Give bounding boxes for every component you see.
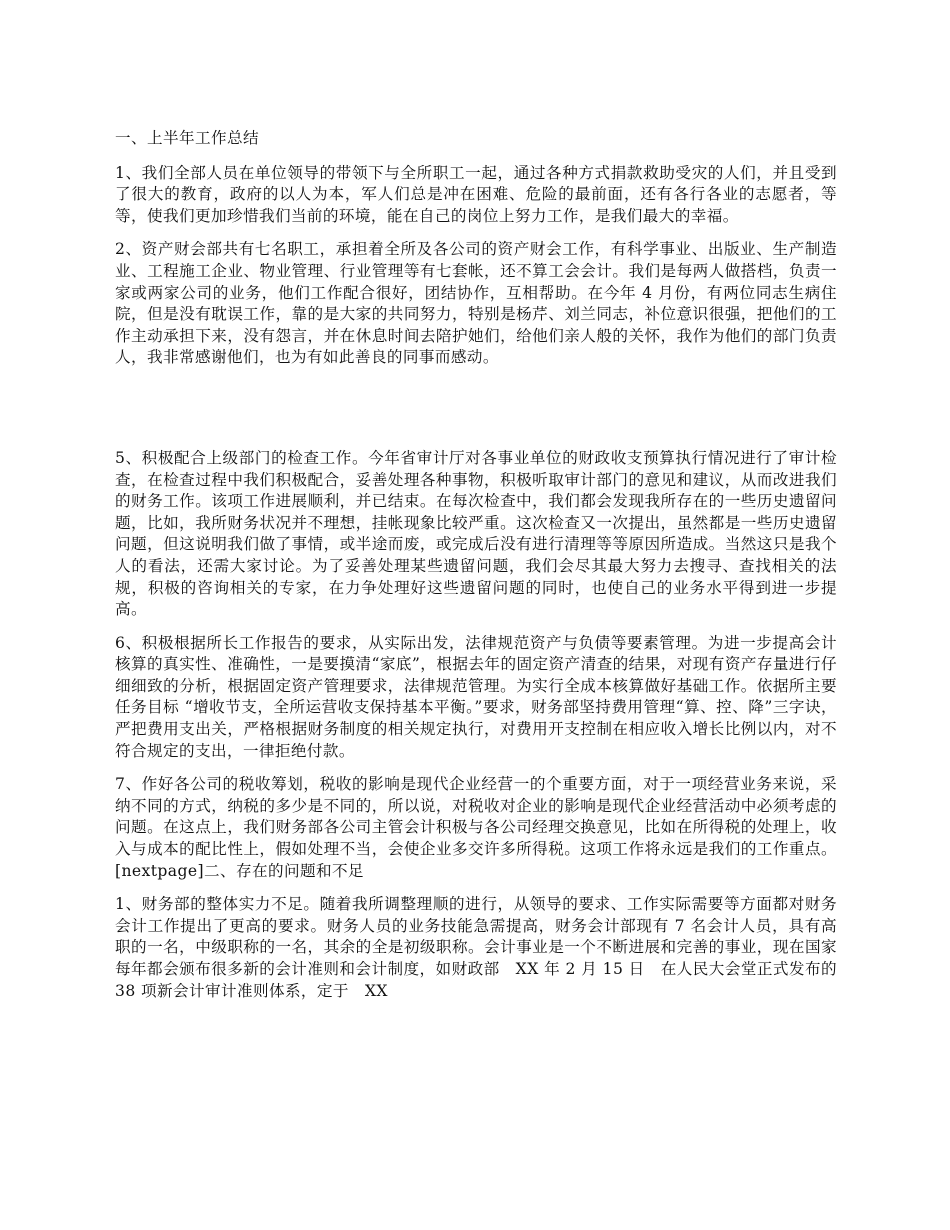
- paragraph-problems-1: 1、财务部的整体实力不足。随着我所调整理顺的进行，从领导的要求、工作实际需要等方面都对财务会计工作提出了更高的要求。财务人员的业务技能急需提高，财务会计部现有 7 名会计人员，具有高职的一名，中级职称的一名，其余的全是初级职称。会计事业是一个不断进展和完善的事业，现在国家每年都会颁布很多新的会计准则和会计制度，如财政部 XX 年 2 月 15 日 在人民大会堂正式发布的 38 项新会计审计准则体系，定于 XX: [115, 895, 837, 1000]
- section-heading: 一、上半年工作总结: [115, 129, 259, 147]
- paragraph-1: 1、我们全部人员在单位领导的带领下与全所职工一起，通过各种方式捐款救助受灾的人们，并且受到了很大的教育，政府的以人为本，军人们总是冲在困难、危险的最前面，还有各行各业的志愿者，等等，使我们更加珍惜我们当前的环境，能在自己的岗位上努力工作，是我们最大的幸福。: [115, 163, 837, 225]
- paragraph-2: 2、资产财会部共有七名职工，承担着全所及各公司的资产财会工作，有科学事业、出版业、生产制造业、工程施工企业、物业管理、行业管理等有七套帐，还不算工会会计。我们是每两人做搭档，负责一家或两家公司的业务，他们工作配合很好，团结协作，互相帮助。在今年 4 月份，有两位同志生病住院，但是没有耽误工作，靠的是大家的共同努力，特别是杨芹、刘兰同志，补位意识很强，把他们的工作主动承担下来，没有怨言，并在休息时间去陪护她们，给他们亲人般的关怀，我作为他们的部门负责人，我非常感谢他们，也为有如此善良的同事而感动。: [115, 240, 837, 367]
- paragraph-7: 7、作好各公司的税收筹划，税收的影响是现代企业经营一的个重要方面，对于一项经营业务来说，采纳不同的方式，纳税的多少是不同的，所以说，对税收对企业的影响是现代企业经营活动中必须考虑的问题。在这点上，我们财务部各公司主管会计积极与各公司经理交换意见，比如在所得税的处理上，收入与成本的配比性上，假如处理不当，会使企业多交许多所得税。这项工作将永远是我们的工作重点。[nextpage]二、存在的问题和不足: [115, 775, 837, 880]
- document-page: [115, 128, 837, 1014]
- paragraph-6: 6、积极根据所长工作报告的要求，从实际出发，法律规范资产与负债等要素管理。为进一步提高会计核算的真实性、准确性，一是要摸清“家底”，根据去年的固定资产清查的结果，对现有资产存量进行仔细细致的分析，根据固定资产管理要求，法律规范管理。为实行全成本核算做好基础工作。依据所主要任务目标 “增收节支，全所运营收支保持基本平衡。”要求，财务部坚持费用管理“算、控、降”三字诀，严把费用支出关，严格根据财务制度的相关规定执行，对费用开支控制在相应收入增长比例以内，对不符合规定的支出，一律拒绝付款。: [115, 633, 837, 760]
- blank-gap: [115, 381, 837, 448]
- paragraph-5: 5、积极配合上级部门的检查工作。今年省审计厅对各事业单位的财政收支预算执行情况进行了审计检查，在检查过程中我们积极配合，妥善处理各种事物，积极听取审计部门的意见和建议，从而改进我们的财务工作。该项工作进展顺利，并已结束。在每次检查中，我们都会发现我所存在的一些历史遗留问题，比如，我所财务状况并不理想，挂帐现象比较严重。这次检查又一次提出，虽然都是一些历史遗留问题，但这说明我们做了事情，或半途而废，或完成后没有进行清理等等原因所造成。当然这只是我个人的看法，还需大家讨论。为了妥善处理某些遗留问题，我们会尽其最大努力去搜寻、查找相关的法规，积极的咨询相关的专家，在力争处理好这些遗留问题的同时，也使自己的业务水平得到进一步提高。: [115, 448, 837, 619]
